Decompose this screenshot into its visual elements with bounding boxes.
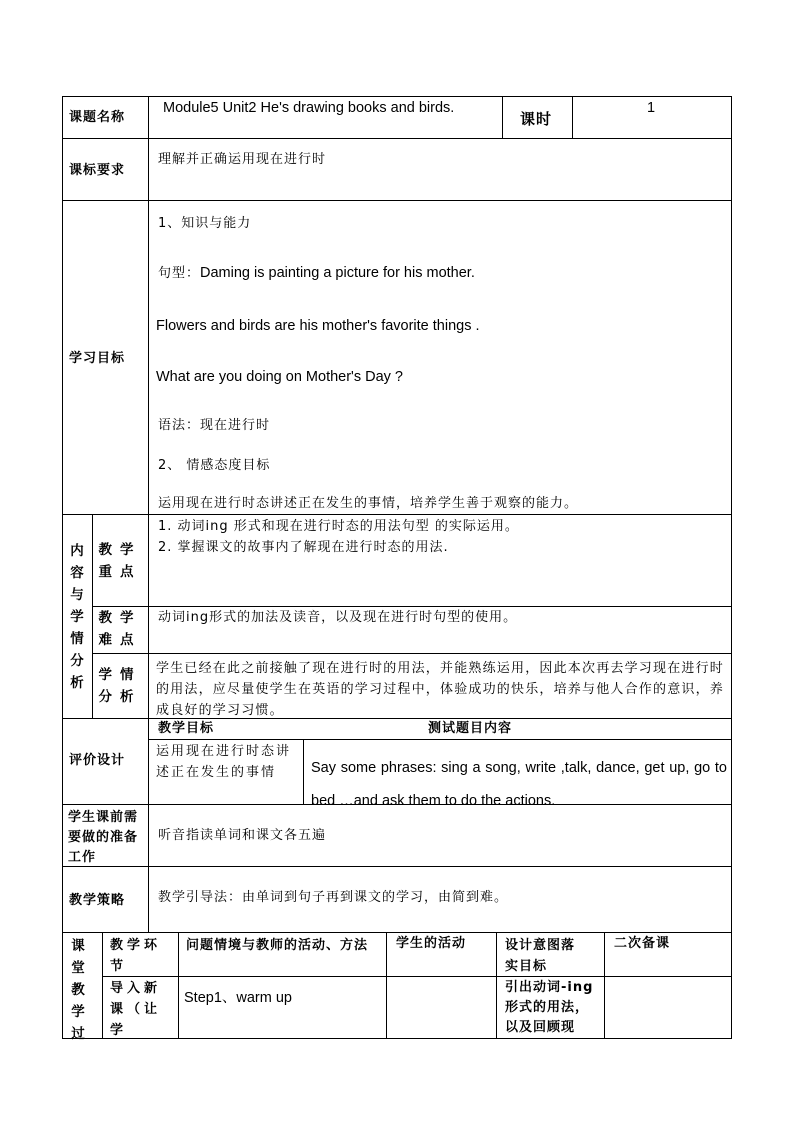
evaluation-label: 评价设计 [69, 753, 126, 768]
topic-label: 课题名称 [69, 110, 126, 125]
divider [92, 606, 732, 607]
col-divider [604, 932, 605, 1039]
divider [62, 932, 732, 933]
col-divider [178, 932, 179, 1039]
process-header-second: 二次备课 [614, 936, 671, 951]
col-divider [496, 932, 497, 1039]
col-divider [102, 932, 103, 1039]
objectives-line7: 运用现在进行时态讲述正在发生的事情，培养学生善于观察的能力。 [158, 496, 579, 511]
col-divider [148, 96, 149, 933]
process-row1-design: 引出动词-ing形式的用法，以及回顾现 [505, 980, 594, 1035]
difficult-points-value: 动词ing形式的加法及读音，以及现在进行时句型的使用。 [158, 610, 518, 625]
standard-label: 课标要求 [69, 163, 126, 178]
divider [62, 866, 732, 867]
col-divider [502, 96, 503, 139]
standard-value: 理解并正确运用现在进行时 [158, 152, 327, 167]
evaluation-col2-value: Say some phrases: sing a song, write ,talk, dance, get up, go to bed …and ask them to do the actions. [311, 760, 727, 809]
period-value: 1 [647, 100, 656, 116]
objectives-line4: What are you doing on Mother's Day ? [156, 369, 403, 385]
process-header-step: 教学环节 [110, 938, 162, 974]
divider [62, 200, 732, 201]
preparation-value: 听音指读单词和课文各五遍 [158, 828, 327, 843]
process-header-teacher: 问题情境与教师的活动、方法 [186, 938, 369, 953]
objectives-line6: 2、 情感态度目标 [158, 458, 271, 473]
period-label: 课时 [520, 110, 553, 128]
objectives-line3: Flowers and birds are his mother's favorite things . [156, 318, 480, 334]
border-right [731, 96, 732, 1039]
objectives-line5: 语法：现在进行时 [158, 418, 271, 433]
divider [62, 514, 732, 515]
evaluation-col2-header: 测试题目内容 [428, 721, 513, 736]
objectives-line1: 1、知识与能力 [158, 216, 252, 231]
evaluation-col1-value: 运用现在进行时态讲述正在发生的事情 [156, 744, 292, 780]
col-divider [572, 96, 573, 139]
process-row1-teacher: Step1、warm up [184, 990, 292, 1006]
strategy-label: 教学策略 [69, 893, 126, 908]
col-divider [92, 514, 93, 719]
difficult-points-label: 教学难点 [98, 610, 142, 648]
process-header-student: 学生的活动 [396, 936, 467, 951]
border-left [62, 96, 63, 1039]
strategy-value: 教学引导法：由单词到句子再到课文的学习，由简到难。 [158, 890, 509, 905]
divider [62, 138, 732, 139]
divider [92, 653, 732, 654]
learner-analysis-value: 学生已经在此之前接触了现在进行时的用法，并能熟练运用，因此本次再去学习现在进行时的用法，应尽量使学生在英语的学习过程中，体验成功的快乐，培养与他人合作的意识，养成良好的学习习惯。 [156, 661, 725, 718]
col-divider [303, 739, 304, 805]
topic-value: Module5 Unit2 He's drawing books and birds. [163, 100, 455, 116]
evaluation-col1-header: 教学目标 [158, 721, 215, 736]
key-point-2: 2. 掌握课文的故事内了解现在进行时态的用法. [158, 540, 449, 555]
analysis-outer-label: 内容与学情分析 [70, 543, 84, 691]
process-header-design: 设计意图落实目标 [505, 938, 576, 974]
divider [102, 976, 732, 977]
border-top [62, 96, 732, 97]
objectives-label: 学习目标 [69, 351, 126, 366]
divider [148, 739, 732, 740]
objectives-line2: 句型：Daming is painting a picture for his mother. [158, 265, 475, 281]
process-row1-step: 导入新课（让学 [110, 981, 162, 1038]
learner-analysis-label: 学情分析 [98, 667, 142, 705]
key-points-label: 教学重点 [98, 542, 142, 580]
preparation-label: 学生课前需要做的准备工作 [68, 810, 139, 865]
key-point-1: 1. 动词ing 形式和现在进行时态的用法句型 的实际运用。 [158, 519, 519, 534]
col-divider [386, 932, 387, 1039]
process-outer-label: 课堂教学过 [71, 938, 85, 1042]
